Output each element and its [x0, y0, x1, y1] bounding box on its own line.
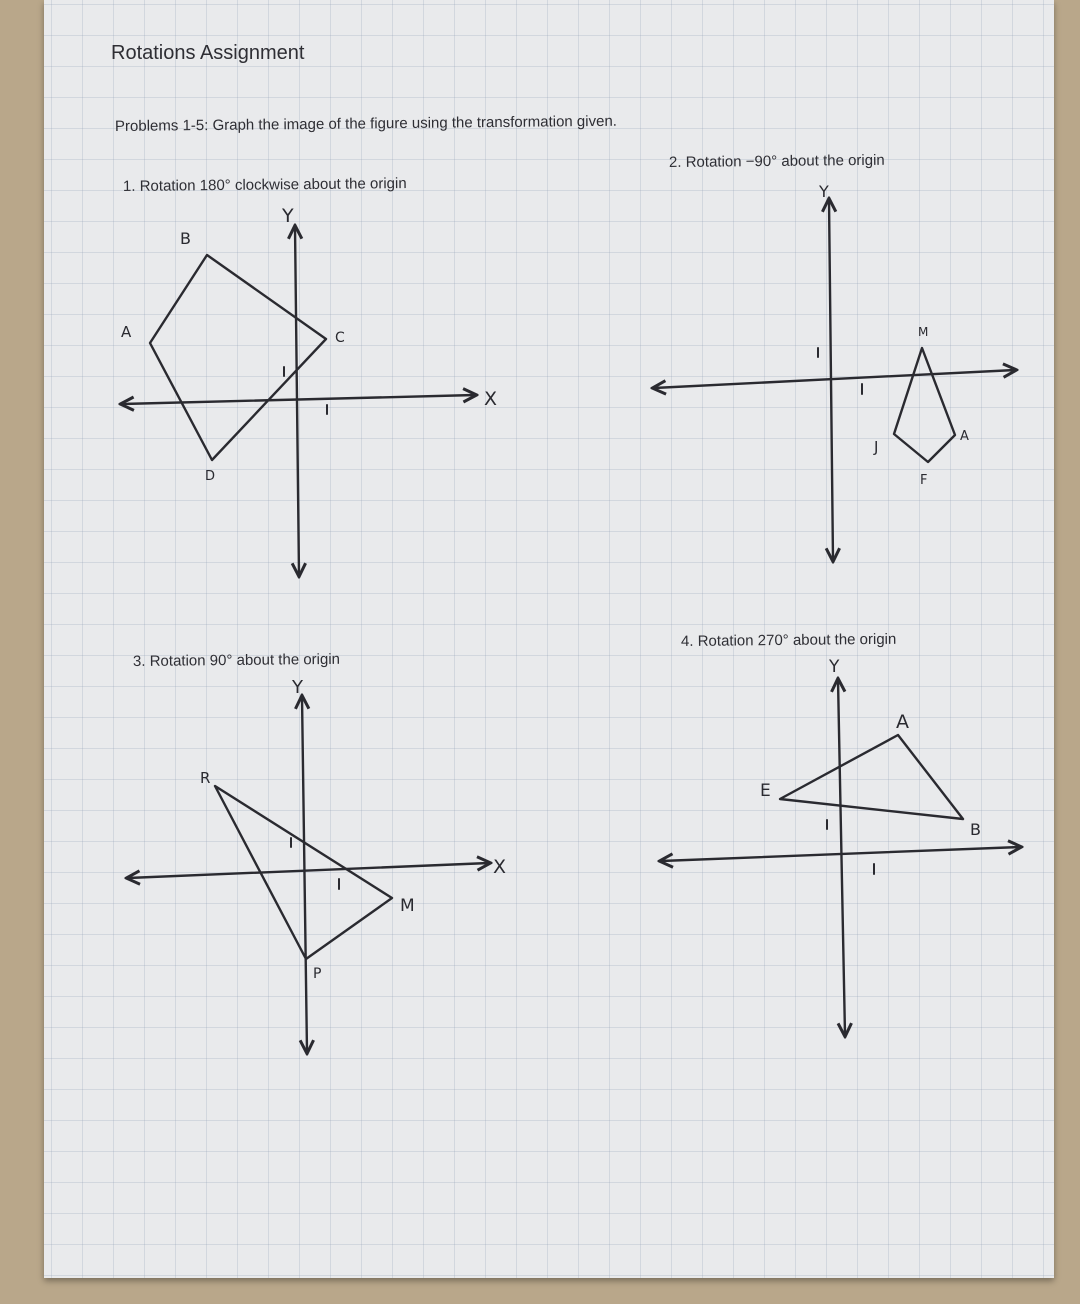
page-title: Rotations Assignment: [111, 42, 305, 64]
graph-2-label-a: A: [960, 429, 969, 444]
graph-3-x-label: X: [493, 856, 507, 878]
quadrilateral-abcd: [150, 255, 326, 460]
graph-4-y-label: Y: [829, 657, 840, 677]
problem-1-title: 1. Rotation 180° clockwise about the origin: [122, 175, 407, 195]
problem-2-title: 2. Rotation −90° about the origin: [668, 151, 885, 171]
graph-1-label-c: C: [335, 330, 345, 346]
graph-4: [661, 680, 1020, 1035]
problem-3-title: 3. Rotation 90° about the origin: [132, 650, 341, 670]
graph-3-label-r: R: [200, 769, 211, 787]
graph-1-label-a: A: [121, 323, 132, 341]
graph-3-label-p: P: [313, 966, 322, 982]
graph-3: [128, 697, 489, 1052]
problem-4-title: 4. Rotation 270° about the origin: [680, 630, 897, 650]
graph-3-y-axis: [302, 697, 307, 1052]
graph-3-x-axis: [128, 863, 489, 878]
graph-1-y-axis: [295, 227, 299, 575]
graph-4-label-a: A: [896, 711, 909, 733]
graph-1: [122, 227, 475, 575]
graph-4-y-axis: [838, 680, 845, 1035]
quadrilateral-mafj: [894, 348, 955, 462]
graph-2: [654, 200, 1015, 560]
graph-1-x-label: X: [484, 388, 498, 410]
graph-4-label-e: E: [760, 781, 771, 801]
graph-3-label-m: M: [400, 896, 415, 916]
graph-2-x-axis: [654, 370, 1015, 388]
graph-3-y-label: Y: [292, 677, 303, 698]
graph-1-y-label: Y: [282, 205, 294, 227]
graph-2-label-m: M: [918, 325, 929, 339]
graph-2-label-f: F: [920, 473, 928, 488]
graph-4-label-b: B: [970, 820, 981, 839]
graph-1-label-b: B: [180, 229, 191, 248]
instructions: Problems 1-5: Graph the image of the figure using the transformation given.: [114, 112, 617, 135]
graph-2-label-j: J: [874, 438, 879, 456]
triangle-abe: [780, 735, 963, 819]
graph-1-label-d: D: [205, 469, 216, 484]
graph-2-y-label: Y: [819, 182, 829, 201]
graph-1-x-axis: [122, 395, 475, 404]
